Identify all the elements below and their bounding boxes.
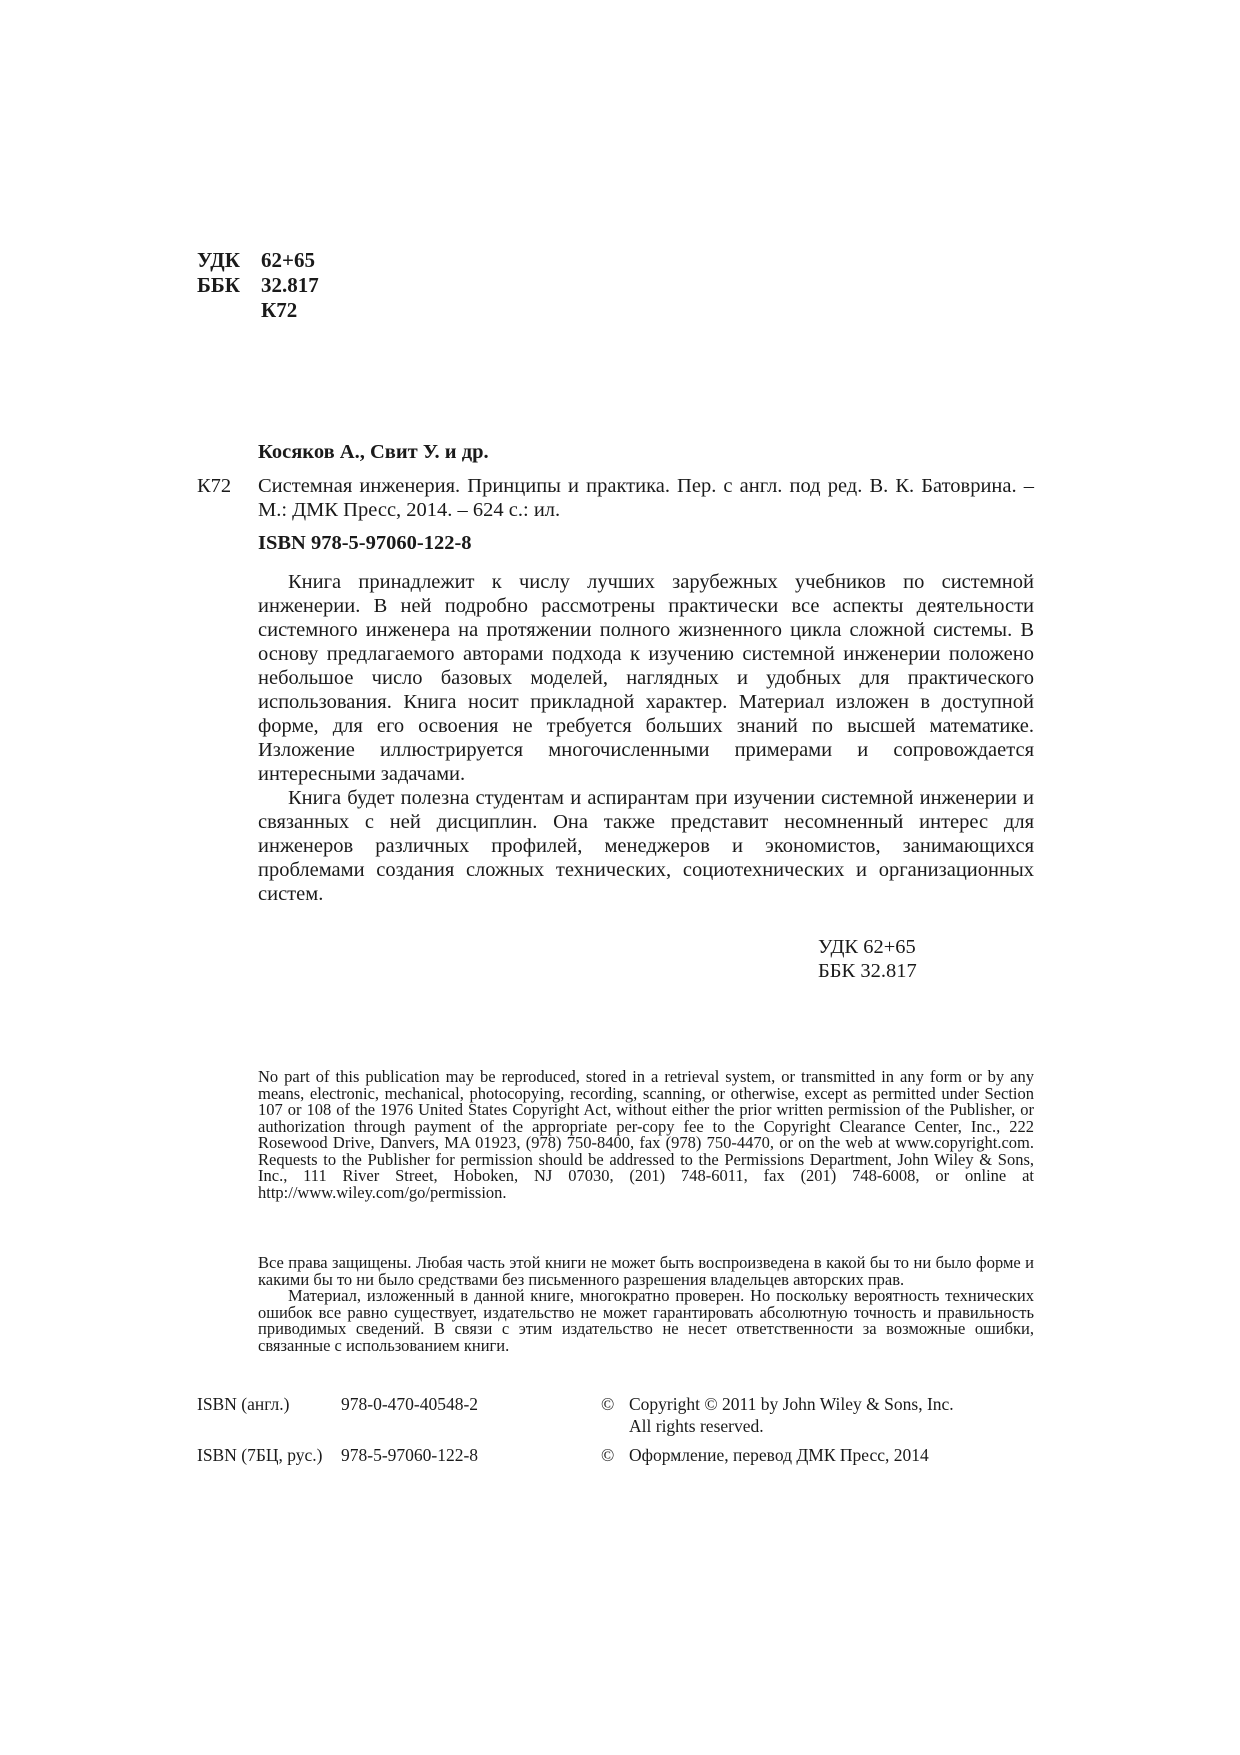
abstract: [258, 570, 1034, 906]
udk-code: УДК 62+65: [818, 936, 916, 958]
bibliographic-description: Системная инженерия. Принципы и практика. Пер. с англ. под ред. В. К. Батоврина. – М.: ДМК Пресс, 2014. – 624 с.: ил.: [258, 475, 1034, 521]
copyright-text: [629, 1393, 1037, 1437]
classification-codes: [197, 248, 319, 323]
bbk-code: ББК 32.817: [818, 960, 917, 982]
bbk-value: 32.817: [261, 273, 319, 297]
cutter-number: К72: [197, 475, 232, 497]
isbn-copyright-table: [197, 1393, 1037, 1466]
isbn-number: 978-5-97060-122-8: [341, 1445, 479, 1465]
codes-right: [818, 935, 917, 983]
isbn-row-english: [197, 1393, 1037, 1437]
copyright-line: Оформление, перевод ДМК Пресс, 2014: [629, 1445, 929, 1465]
cutter-row: [197, 298, 319, 323]
udk-row: [197, 248, 319, 273]
udk-key: УДК: [197, 248, 240, 272]
cutter-value: К72: [261, 298, 298, 322]
copyright-icon: ©: [601, 1394, 615, 1414]
abstract-paragraph: Книга принадлежит к числу лучших зарубежных учебников по системной инженерии. В ней подробно рассмотрены практически все аспекты деятельности системного инженера на протяжении полного жизненного цикла сложной системы. В основу предлагаемого авторами подхода к изучению системной инженерии положено небольшое число базовых моделей, наглядных и удобных для практического использования. Книга носит прикладной характер. Материал изложен в доступной форме, для его освоения не требуется больших знаний по высшей математике. Изложение иллюстрируется многочисленными примерами и сопровождается интересными задачами.: [258, 571, 1034, 785]
bbk-row: [197, 273, 319, 298]
isbn-number: 978-0-470-40548-2: [341, 1394, 479, 1414]
copyright-line: Copyright © 2011 by John Wiley & Sons, Inc.: [629, 1394, 954, 1414]
udk-value: 62+65: [261, 248, 315, 272]
disclaimer-paragraph: Материал, изложенный в данной книге, многократно проверен. Но поскольку вероятность технических ошибок все равно существует, издательство не может гарантировать абсолютную точность и правильность приводимых сведений. В связи с этим издательство не несет ответственности за возможные ошибки, связанные с использованием книги.: [258, 1286, 1034, 1355]
isbn-row-russian: [197, 1444, 1037, 1466]
authors: Косяков А., Свит У. и др.: [258, 441, 489, 463]
rights-paragraph: Все права защищены. Любая часть этой книги не может быть воспроизведена в какой бы то ни было форме и какими бы то ни было средствами без письменного разрешения владельцев авторских прав.: [258, 1253, 1034, 1289]
copyright-text: [629, 1444, 1037, 1466]
bbk-key: ББК: [197, 273, 240, 297]
isbn-label: ISBN (7БЦ, рус.): [197, 1445, 323, 1465]
abstract-paragraph: Книга будет полезна студентам и аспирантам при изучении системной инженерии и связанных с ней дисциплин. Она также представит несомненный интерес для инженеров различных профилей, менеджеров и экономистов, занимающихся проблемами создания сложных технических, социотехнических и организационных систем.: [258, 787, 1034, 905]
legal-notice-english: No part of this publication may be reproduced, stored in a retrieval system, or transmitted in any form or by any means, electronic, mechanical, photocopying, recording, scanning, or otherwise, except as permitted under Section 107 or 108 of the 1976 United States Copyright Act, without either the prior written permission of the Publisher, or authorization through payment of the appropriate per-copy fee to the Copyright Clearance Center, Inc., 222 Rosewood Drive, Danvers, MA 01923, (978) 750-8400, fax (978) 750-4470, or on the web at www.copyright.com. Requests to the Publisher for permission should be addressed to the Permissions Department, John Wiley & Sons, Inc., 111 River Street, Hoboken, NJ 07030, (201) 748-6011, fax (201) 748-6008, or online at http://www.wiley.com/go/permission.: [258, 1067, 1034, 1202]
isbn-label: ISBN (англ.): [197, 1394, 290, 1414]
copyright-icon: ©: [601, 1445, 615, 1465]
legal-notice-russian: [258, 1255, 1034, 1354]
copyright-line-2: All rights reserved.: [629, 1416, 764, 1436]
isbn-main: ISBN 978-5-97060-122-8: [258, 532, 472, 554]
